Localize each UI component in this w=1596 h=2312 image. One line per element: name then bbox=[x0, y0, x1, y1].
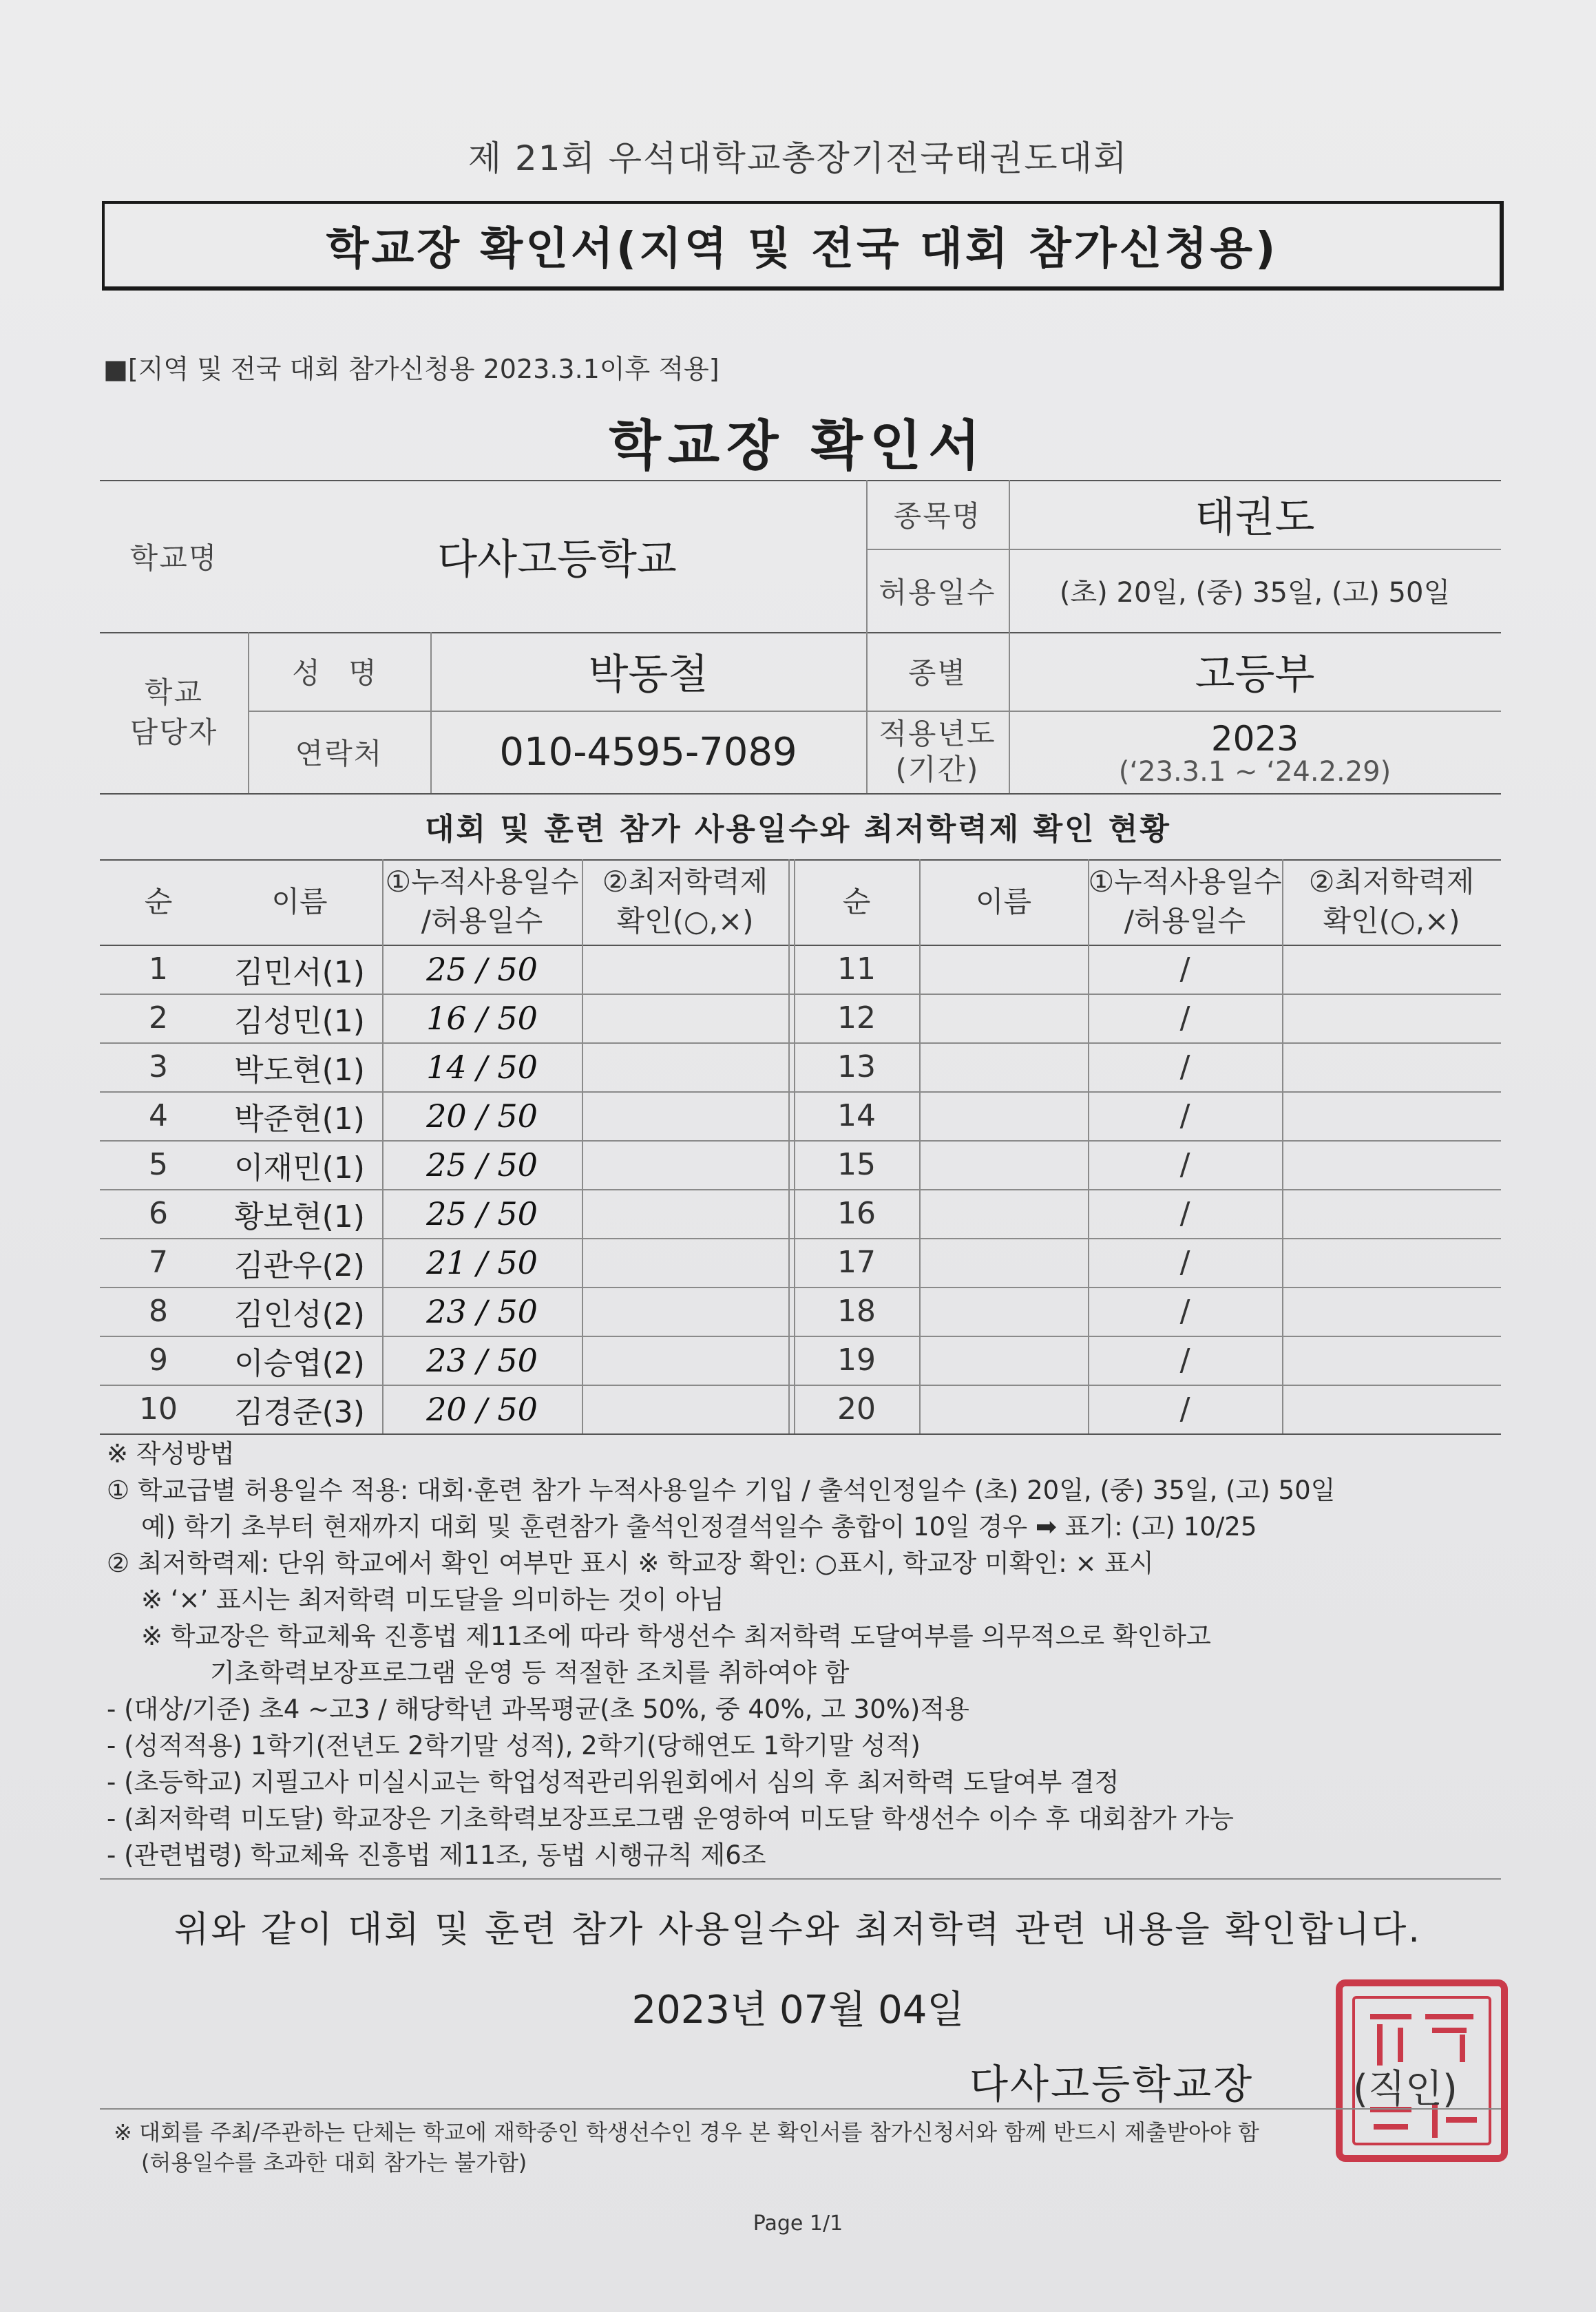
instruction-line: - (성적적용) 1학기(전년도 2학기말 성적), 2학기(당해연도 1학기말 성적) bbox=[107, 1731, 921, 1761]
table-rule bbox=[788, 859, 790, 1433]
min-academic-check bbox=[1282, 1385, 1501, 1433]
page-number: Page 1/1 bbox=[753, 2211, 843, 2236]
row-number: 1 bbox=[149, 952, 168, 987]
confirmation-statement: 위와 같이 대회 및 훈련 참가 사용일수와 최저학력 관련 내용을 확인합니다. bbox=[174, 1909, 1422, 1951]
rule bbox=[100, 2108, 1501, 2110]
name-label: 성 명 bbox=[292, 656, 386, 690]
row-number: 14 bbox=[837, 1098, 876, 1133]
row-number: 5 bbox=[149, 1147, 168, 1182]
used-days: 23 / 50 bbox=[426, 1341, 538, 1379]
student-name: 이승엽(2) bbox=[234, 1345, 365, 1381]
student-name: 박준현(1) bbox=[234, 1101, 365, 1137]
row-number: 20 bbox=[837, 1391, 876, 1427]
student-name: 박도현(1) bbox=[234, 1052, 365, 1088]
min-academic-check bbox=[1282, 1189, 1501, 1238]
sport-value: 태권도 bbox=[1195, 494, 1315, 542]
min-academic-check bbox=[1282, 1238, 1501, 1287]
student-name: 김성민(1) bbox=[234, 1003, 365, 1039]
sport-label: 종목명 bbox=[893, 499, 982, 533]
row-number: 11 bbox=[837, 952, 876, 987]
row-number: 15 bbox=[837, 1147, 876, 1182]
row-number: 17 bbox=[837, 1245, 876, 1280]
student-name bbox=[919, 1238, 1088, 1287]
row-number: 18 bbox=[837, 1294, 876, 1329]
min-academic-check bbox=[582, 1287, 788, 1336]
row-number: 2 bbox=[149, 1000, 168, 1036]
min-academic-check bbox=[1282, 994, 1501, 1042]
instruction-line: ① 학교급별 허용일수 적용: 대회·훈련 참가 누적사용일수 기입 / 출석인정일수 (초) 20일, (중) 35일, (고) 50일 bbox=[107, 1475, 1336, 1505]
header-days-left: ①누적사용일수 /허용일수 bbox=[385, 865, 579, 938]
student-name: 김경준(3) bbox=[234, 1394, 365, 1430]
min-academic-check bbox=[1282, 945, 1501, 994]
certificate-title: 학교장 확인서 bbox=[609, 415, 987, 477]
contact-value: 010-4595-7089 bbox=[499, 729, 797, 775]
row-number: 7 bbox=[149, 1245, 168, 1280]
used-days: / bbox=[1179, 1245, 1190, 1280]
division-value: 고등부 bbox=[1195, 651, 1315, 699]
apply-note: ■[지역 및 전국 대회 참가신청용 2023.3.1이후 적용] bbox=[103, 354, 720, 384]
year-label: 적용년도 (기간) bbox=[879, 717, 996, 786]
instruction-line: - (대상/기준) 초4 ~고3 / 해당학년 과목평균(초 50%, 중 40%, 고 30%)적용 bbox=[107, 1694, 969, 1724]
manager-label: 학교 담당자 bbox=[129, 675, 218, 749]
form-title-box bbox=[102, 201, 1504, 291]
header-name-right: 이름 bbox=[975, 884, 1032, 918]
used-days: 14 / 50 bbox=[426, 1048, 538, 1086]
min-academic-check bbox=[582, 1385, 788, 1433]
row-number: 4 bbox=[149, 1098, 168, 1133]
student-name bbox=[919, 1287, 1088, 1336]
row-number: 19 bbox=[837, 1343, 876, 1378]
row-number: 12 bbox=[837, 1000, 876, 1036]
header-no-right: 순 bbox=[842, 884, 871, 918]
used-days: 16 / 50 bbox=[426, 999, 538, 1037]
header-days-right: ①누적사용일수 /허용일수 bbox=[1088, 865, 1282, 938]
instruction-line: - (최저학력 미도달) 학교장은 기초학력보장프로그램 운영하여 미도달 학생선수 이수 후 대회참가 가능 bbox=[107, 1804, 1235, 1833]
used-days: / bbox=[1179, 1391, 1190, 1427]
used-days: / bbox=[1179, 1098, 1190, 1133]
footnote-line: (허용일수를 초과한 대회 참가는 불가함) bbox=[141, 2150, 527, 2176]
student-name bbox=[919, 1385, 1088, 1433]
allowed-days-value: (초) 20일, (중) 35일, (고) 50일 bbox=[1059, 577, 1451, 609]
used-days: / bbox=[1179, 1049, 1190, 1084]
year-value: 2023 bbox=[1210, 719, 1299, 759]
student-name bbox=[919, 1336, 1088, 1385]
seal-label: (직인) bbox=[1353, 2067, 1458, 2112]
student-name: 김민서(1) bbox=[234, 954, 365, 990]
instruction-line: ※ 학교장은 학교체육 진흥법 제11조에 따라 학생선수 최저학력 도달여부를 의무적으로 확인하고 bbox=[141, 1621, 1211, 1651]
school-value: 다사고등학교 bbox=[437, 535, 677, 584]
min-academic-check bbox=[582, 994, 788, 1042]
used-days: 20 / 50 bbox=[426, 1097, 538, 1135]
instruction-line: ※ ‘×’ 표시는 최저학력 미도달을 의미하는 것이 아님 bbox=[141, 1585, 724, 1615]
allowed-days-label: 허용일수 bbox=[879, 575, 996, 609]
table-rule bbox=[100, 1433, 1501, 1435]
row-number: 6 bbox=[149, 1196, 168, 1231]
instruction-line: 예) 학기 초부터 현재까지 대회 및 훈련참가 출석인정결석일수 총합이 10일 경우 ➡ 표기: (고) 10/25 bbox=[141, 1512, 1257, 1542]
name-value: 박동철 bbox=[588, 651, 708, 699]
used-days: / bbox=[1179, 952, 1190, 987]
used-days: 25 / 50 bbox=[426, 1195, 538, 1232]
student-name: 이재민(1) bbox=[234, 1150, 365, 1186]
footnote-line: ※ 대회를 주최/주관하는 단체는 학교에 재학중인 학생선수인 경우 본 확인서를 참가신청서와 함께 반드시 제출받아야 함 bbox=[114, 2119, 1259, 2145]
used-days: / bbox=[1179, 1147, 1190, 1182]
used-days: / bbox=[1179, 1196, 1190, 1231]
rule bbox=[100, 1878, 1501, 1880]
instruction-line: ※ 작성방법 bbox=[107, 1439, 235, 1469]
min-academic-check bbox=[1282, 1042, 1501, 1091]
event-title: 제 21회 우석대학교총장기전국태권도대회 bbox=[468, 138, 1128, 178]
division-label: 종별 bbox=[907, 656, 967, 690]
row-number: 13 bbox=[837, 1049, 876, 1084]
min-academic-check bbox=[582, 1091, 788, 1140]
student-name bbox=[919, 1091, 1088, 1140]
used-days: 25 / 50 bbox=[426, 950, 538, 988]
student-name: 황보현(1) bbox=[234, 1199, 365, 1234]
min-academic-check bbox=[582, 1336, 788, 1385]
row-number: 9 bbox=[149, 1343, 168, 1378]
principal-title: 다사고등학교장 bbox=[969, 2061, 1254, 2108]
form-title: 학교장 확인서(지역 및 전국 대회 참가신청용) bbox=[326, 224, 1279, 275]
contact-label: 연락처 bbox=[295, 737, 384, 770]
min-academic-check bbox=[1282, 1336, 1501, 1385]
rule bbox=[100, 793, 1501, 795]
instruction-line: - (관련법령) 학교체육 진흥법 제11조, 동법 시행규칙 제6조 bbox=[107, 1840, 766, 1870]
min-academic-check bbox=[582, 1238, 788, 1287]
used-days: / bbox=[1179, 1343, 1190, 1378]
min-academic-check bbox=[582, 1042, 788, 1091]
instruction-line: - (초등학교) 지필고사 미실시교는 학업성적관리위원회에서 심의 후 최저학력 도달여부 결정 bbox=[107, 1767, 1120, 1797]
min-academic-check bbox=[1282, 1140, 1501, 1189]
min-academic-check bbox=[1282, 1287, 1501, 1336]
period-value: (‘23.3.1 ~ ‘24.2.29) bbox=[1118, 756, 1392, 788]
header-name-left: 이름 bbox=[271, 884, 328, 918]
row-number: 3 bbox=[149, 1049, 168, 1084]
student-name bbox=[919, 1189, 1088, 1238]
instruction-line: ② 최저학력제: 단위 학교에서 확인 여부만 표시 ※ 학교장 확인: ○표시, 학교장 미확인: × 표시 bbox=[107, 1548, 1154, 1578]
student-name bbox=[919, 945, 1088, 994]
section-title: 대회 및 훈련 참가 사용일수와 최저학력제 확인 현황 bbox=[425, 812, 1171, 847]
min-academic-check bbox=[582, 945, 788, 994]
instruction-line: 기초학력보장프로그램 운영 등 적절한 조치를 취하여야 함 bbox=[210, 1658, 850, 1688]
used-days: 21 / 50 bbox=[426, 1243, 538, 1281]
student-name bbox=[919, 1042, 1088, 1091]
header-check-right: ②최저학력제 확인(○,×) bbox=[1308, 865, 1475, 938]
min-academic-check bbox=[1282, 1091, 1501, 1140]
writing-instructions bbox=[107, 1436, 1504, 1873]
student-name bbox=[919, 994, 1088, 1042]
used-days: 25 / 50 bbox=[426, 1146, 538, 1184]
student-name: 김관우(2) bbox=[234, 1248, 365, 1283]
row-number: 10 bbox=[139, 1391, 178, 1427]
row-number: 8 bbox=[149, 1294, 168, 1329]
used-days: / bbox=[1179, 1294, 1190, 1329]
footnote bbox=[114, 2117, 1504, 2178]
used-days: / bbox=[1179, 1000, 1190, 1036]
student-name bbox=[919, 1140, 1088, 1189]
used-days: 23 / 50 bbox=[426, 1292, 538, 1330]
issue-date: 2023년 07월 04일 bbox=[631, 1988, 965, 2032]
used-days: 20 / 50 bbox=[426, 1390, 538, 1428]
min-academic-check bbox=[582, 1140, 788, 1189]
school-label: 학교명 bbox=[129, 540, 218, 575]
min-academic-check bbox=[582, 1189, 788, 1238]
student-name: 김인성(2) bbox=[234, 1296, 365, 1332]
row-number: 16 bbox=[837, 1196, 876, 1231]
header-no-left: 순 bbox=[144, 884, 173, 918]
header-check-left: ②최저학력제 확인(○,×) bbox=[602, 865, 768, 938]
